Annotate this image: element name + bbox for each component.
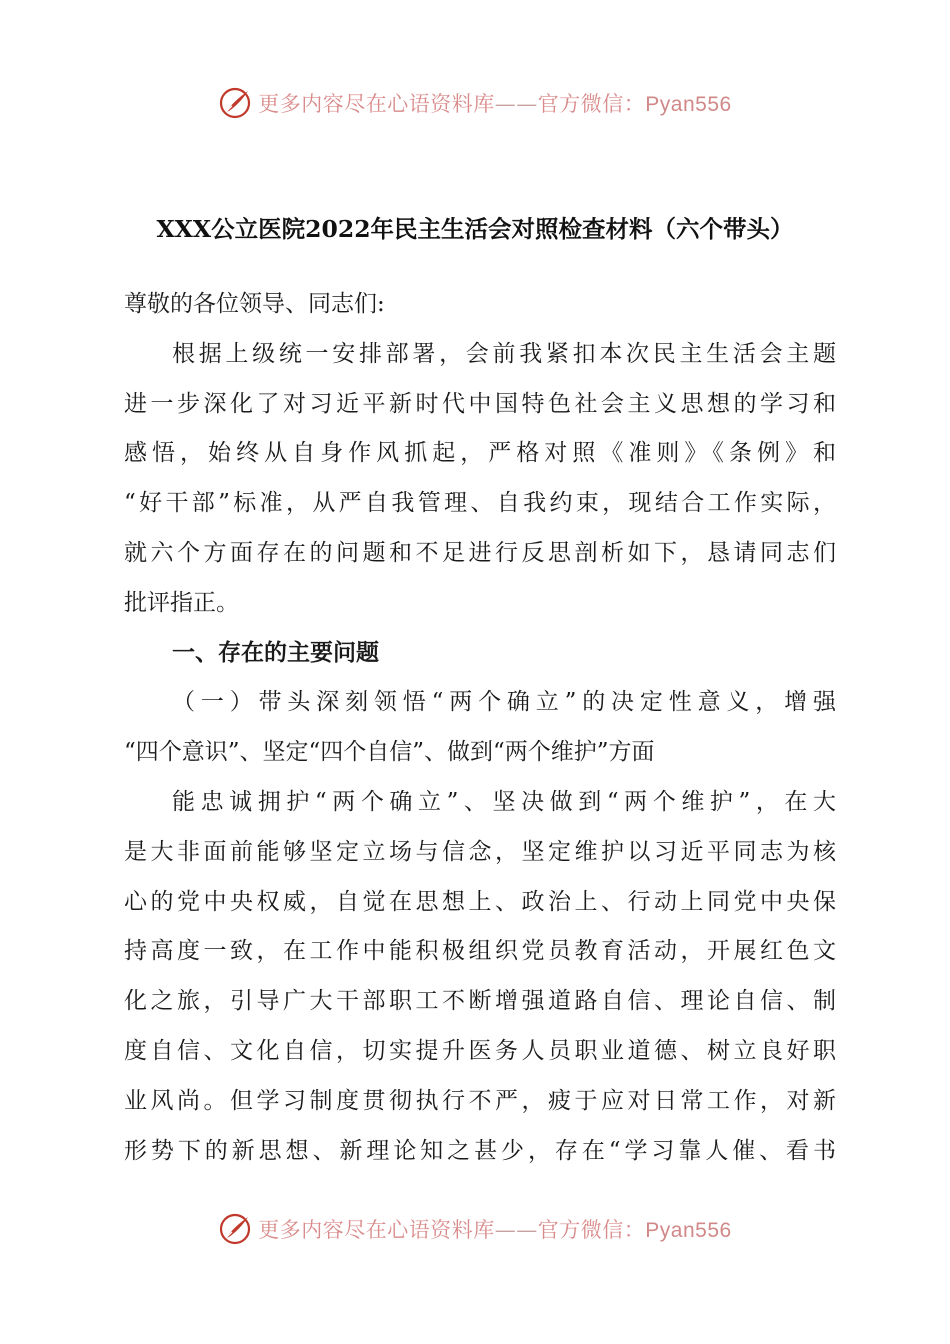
intro-line: 感悟，始终从自身作风抓起，严格对照《准则》《条例》和 — [124, 440, 836, 467]
salutation: 尊敬的各位领导、同志们: — [124, 291, 385, 317]
paragraph-line: 能忠诚拥护“两个确立”、坚决做到“两个维护”，在大 — [172, 788, 836, 815]
subsection-heading-line: “四个意识”、坚定“四个自信”、做到“两个维护”方面 — [124, 739, 655, 766]
intro-line: 就六个方面存在的问题和不足进行反思剖析如下，恳请同志们 — [124, 539, 836, 566]
watermark-dash: —— — [494, 92, 538, 116]
paragraph-line: 度自信、文化自信，切实提升医务人员职业道德、树立良好职 — [124, 1037, 836, 1064]
intro-line: 进一步深化了对习近平新时代中国特色社会主义思想的学习和 — [124, 390, 836, 417]
watermark-handle: Pyan556 — [645, 1219, 732, 1242]
paragraph-line: 心的党中央权威，自觉在思想上、政治上、行动上同党中央保 — [124, 888, 836, 915]
watermark-text — [258, 1214, 731, 1244]
watermark-dash: —— — [494, 1218, 538, 1242]
section-heading: 一、存在的主要问题 — [172, 639, 379, 666]
paragraph-line: 持高度一致，在工作中能积极组织党员教育活动，开展红色文 — [124, 938, 836, 965]
subsection-heading-line: （一）带头深刻领悟“两个确立”的决定性意义，增强 — [172, 689, 836, 716]
watermark-site: 更多内容尽在心语资料库 — [258, 1218, 495, 1242]
watermark-site: 更多内容尽在心语资料库 — [258, 92, 495, 116]
paragraph-line: 形势下的新思想、新理论知之甚少，存在“学习靠人催、看书 — [124, 1137, 836, 1164]
watermark-text — [258, 88, 731, 118]
intro-line: “好干部”标准，从严自我管理、自我约束，现结合工作实际， — [124, 490, 836, 517]
quill-logo-icon — [218, 1212, 252, 1246]
watermark-header — [0, 86, 950, 120]
watermark-handle: Pyan556 — [645, 93, 732, 116]
intro-line: 批评指正。 — [124, 589, 239, 616]
watermark-label: 官方微信： — [537, 92, 646, 116]
intro-line: 根据上级统一安排部署，会前我紧扣本次民主生活会主题 — [172, 340, 836, 367]
paragraph-line: 化之旅，引导广大干部职工不断增强道路自信、理论自信、制 — [124, 988, 836, 1015]
watermark-label: 官方微信： — [537, 1218, 646, 1242]
watermark-footer — [0, 1212, 950, 1246]
quill-logo-icon — [218, 86, 252, 120]
document-title: XXX公立医院2022年民主生活会对照检查材料（六个带头） — [156, 215, 794, 243]
paragraph-line: 业风尚。但学习制度贯彻执行不严，疲于应对日常工作，对新 — [124, 1087, 836, 1114]
document-body — [124, 280, 836, 1176]
paragraph-line: 是大非面前能够坚定立场与信念，坚定维护以习近平同志为核 — [124, 838, 836, 865]
